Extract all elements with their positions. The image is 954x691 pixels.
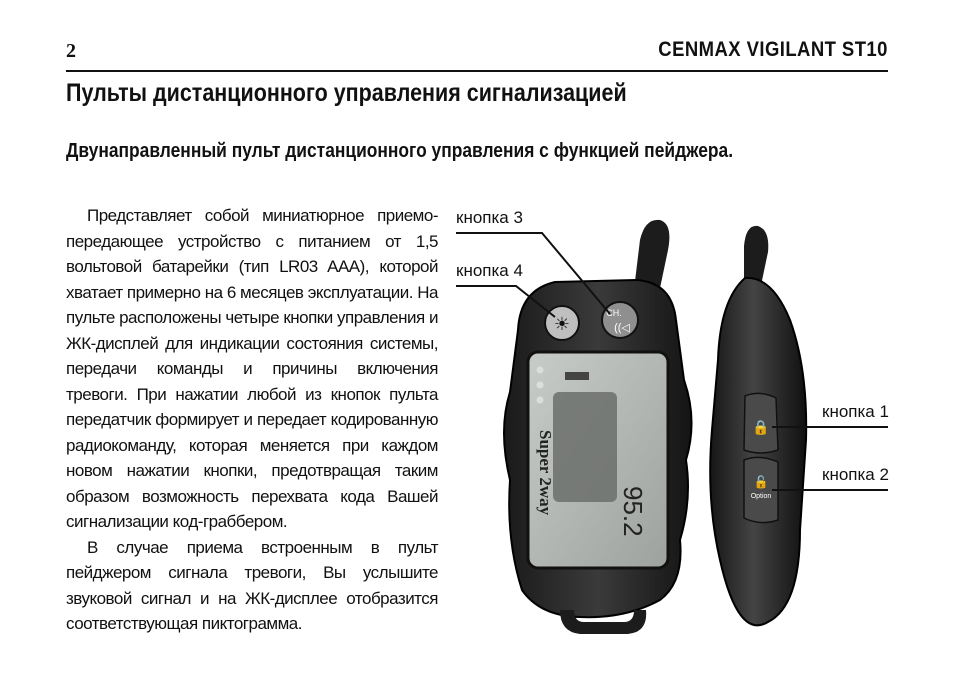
section-subtitle: Двунаправленный пульт дистанционного управления с функцией пейджера. bbox=[66, 140, 734, 162]
page-title: Пульты дистанционного управления сигнализацией bbox=[66, 79, 627, 107]
callout-button-4: кнопка 4 bbox=[456, 261, 523, 280]
unlock-icon: 🔓 bbox=[753, 475, 769, 489]
callout-button-3: кнопка 3 bbox=[456, 208, 523, 227]
button-3-channel[interactable] bbox=[602, 302, 638, 338]
ch-label: CH. bbox=[606, 308, 622, 318]
remote-front bbox=[504, 220, 692, 634]
page-number: 2 bbox=[66, 40, 76, 62]
remote-side bbox=[710, 226, 806, 625]
button-4-light[interactable] bbox=[545, 306, 579, 340]
option-label: Option bbox=[750, 493, 772, 500]
button-1-lock[interactable] bbox=[744, 393, 778, 453]
channel-icon: ((◁ bbox=[614, 322, 630, 334]
lcd-brand-text: Super 2way bbox=[536, 430, 555, 516]
lcd-car-pictogram bbox=[553, 392, 617, 502]
sun-icon: ☀ bbox=[553, 314, 571, 334]
callout-button-2: кнопка 2 bbox=[822, 465, 889, 484]
body-paragraph-1: Представляет собой миниатюрное приемо-передающее устройство с питанием от 1,5 вольтовой батарейки (тип LR03 AAA), которой хватает примерно на 6 месяцев эксплуатации. На пульте расположены четыре кнопки управления и ЖК-дисплей для индикации состояния системы, передачи команды и причины включения тревоги. При нажатии любой из кнопок пульта передатчик формирует и передает кодированную радиокоманду, которая меняется при каждом новом нажатии кнопки, предотвращая таким образом возможность перехвата кода Вашей сигнализации код-граббером. bbox=[66, 206, 438, 531]
lock-icon: 🔒 bbox=[752, 419, 770, 435]
running-header-brand: CENMAX VIGILANT ST10 bbox=[658, 38, 888, 61]
body-paragraph-2: В случае приема встроенным в пульт пейджером сигнала тревоги, Вы услышите звуковой сигнал и на ЖК-дисплее отобразится соответствующая пиктограмма. bbox=[66, 537, 438, 633]
callout-button-1: кнопка 1 bbox=[822, 402, 889, 421]
lcd-readout: 95.2 bbox=[618, 486, 648, 537]
